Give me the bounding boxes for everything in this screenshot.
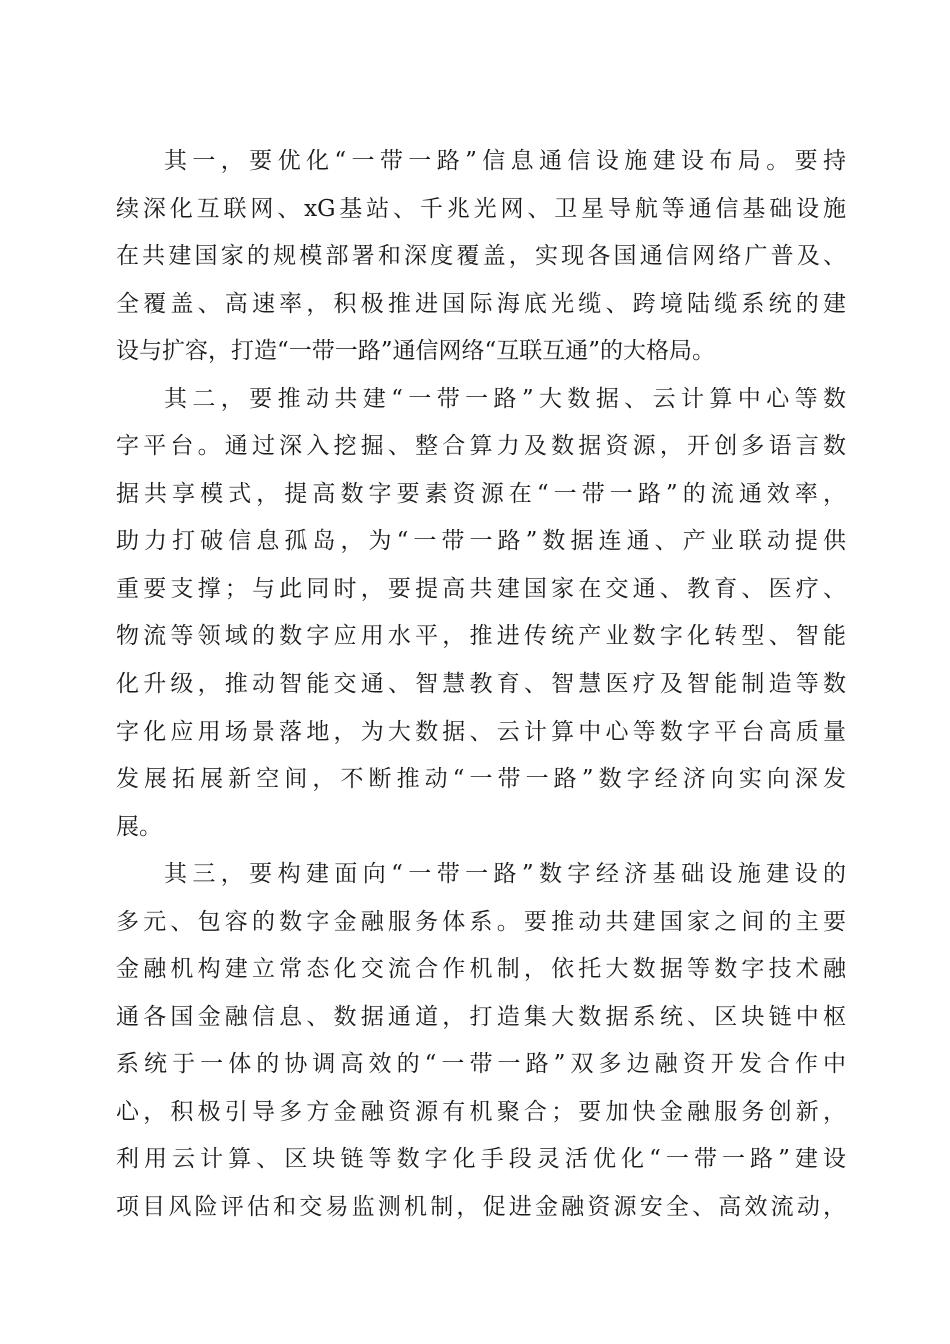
- text-line: 助力打破信息孤岛，为“一带一路”数据连通、产业联动提供: [116, 528, 846, 555]
- text-line: 续深化互联网、xG基站、千兆光网、卫星导航等通信基础设施: [116, 195, 846, 222]
- text-line: 其三，要构建面向“一带一路”数字经济基础设施建设的: [164, 861, 846, 888]
- paragraph-2: [116, 376, 846, 851]
- text-line: 化升级，推动智能交通、智慧教育、智慧医疗及智能制造等数: [116, 671, 846, 698]
- text-line: 系统于一体的协调高效的“一带一路”双多边融资开发合作中: [116, 1051, 846, 1078]
- text-line: 通各国金融信息、数据通道，打造集大数据系统、区块链中枢: [116, 1003, 846, 1030]
- text-line: 字平台。通过深入挖掘、整合算力及数据资源，开创多语言数: [116, 433, 846, 460]
- text-line: 展。: [116, 813, 162, 840]
- text-line: 其一，要优化“一带一路”信息通信设施建设布局。要持: [164, 148, 846, 174]
- text-line: 设与扩容，打造“一带一路”通信网络“互联互通”的大格局。: [116, 338, 716, 365]
- text-line: 全覆盖、高速率，积极推进国际海底光缆、跨境陆缆系统的建: [116, 290, 846, 317]
- text-line: 据共享模式，提高数字要素资源在“一带一路”的流通效率，: [116, 480, 846, 507]
- text-line: 金融机构建立常态化交流合作机制，依托大数据等数字技术融: [116, 956, 846, 983]
- text-line: 利用云计算、区块链等数字化手段灵活优化“一带一路”建设: [116, 1146, 846, 1173]
- text-line: 字化应用场景落地，为大数据、云计算中心等数字平台高质量: [116, 718, 846, 745]
- text-line: 其二，要推动共建“一带一路”大数据、云计算中心等数: [164, 385, 846, 412]
- text-line: 发展拓展新空间，不断推动“一带一路”数字经济向实向深发: [116, 766, 846, 793]
- text-line: 项目风险评估和交易监测机制，促进金融资源安全、高效流动，: [116, 1194, 846, 1221]
- text-line: 物流等领域的数字应用水平，推进传统产业数字化转型、智能: [116, 623, 846, 650]
- document-body: [116, 138, 846, 1232]
- paragraph-3: [116, 851, 846, 1231]
- text-line: 心，积极引导多方金融资源有机聚合；要加快金融服务创新，: [116, 1098, 846, 1125]
- paragraph-1: [116, 138, 846, 376]
- text-line: 在共建国家的规模部署和深度覆盖，实现各国通信网络广普及、: [116, 243, 846, 270]
- text-line: 重要支撑；与此同时，要提高共建国家在交通、教育、医疗、: [116, 575, 846, 602]
- text-line: 多元、包容的数字金融服务体系。要推动共建国家之间的主要: [116, 908, 846, 935]
